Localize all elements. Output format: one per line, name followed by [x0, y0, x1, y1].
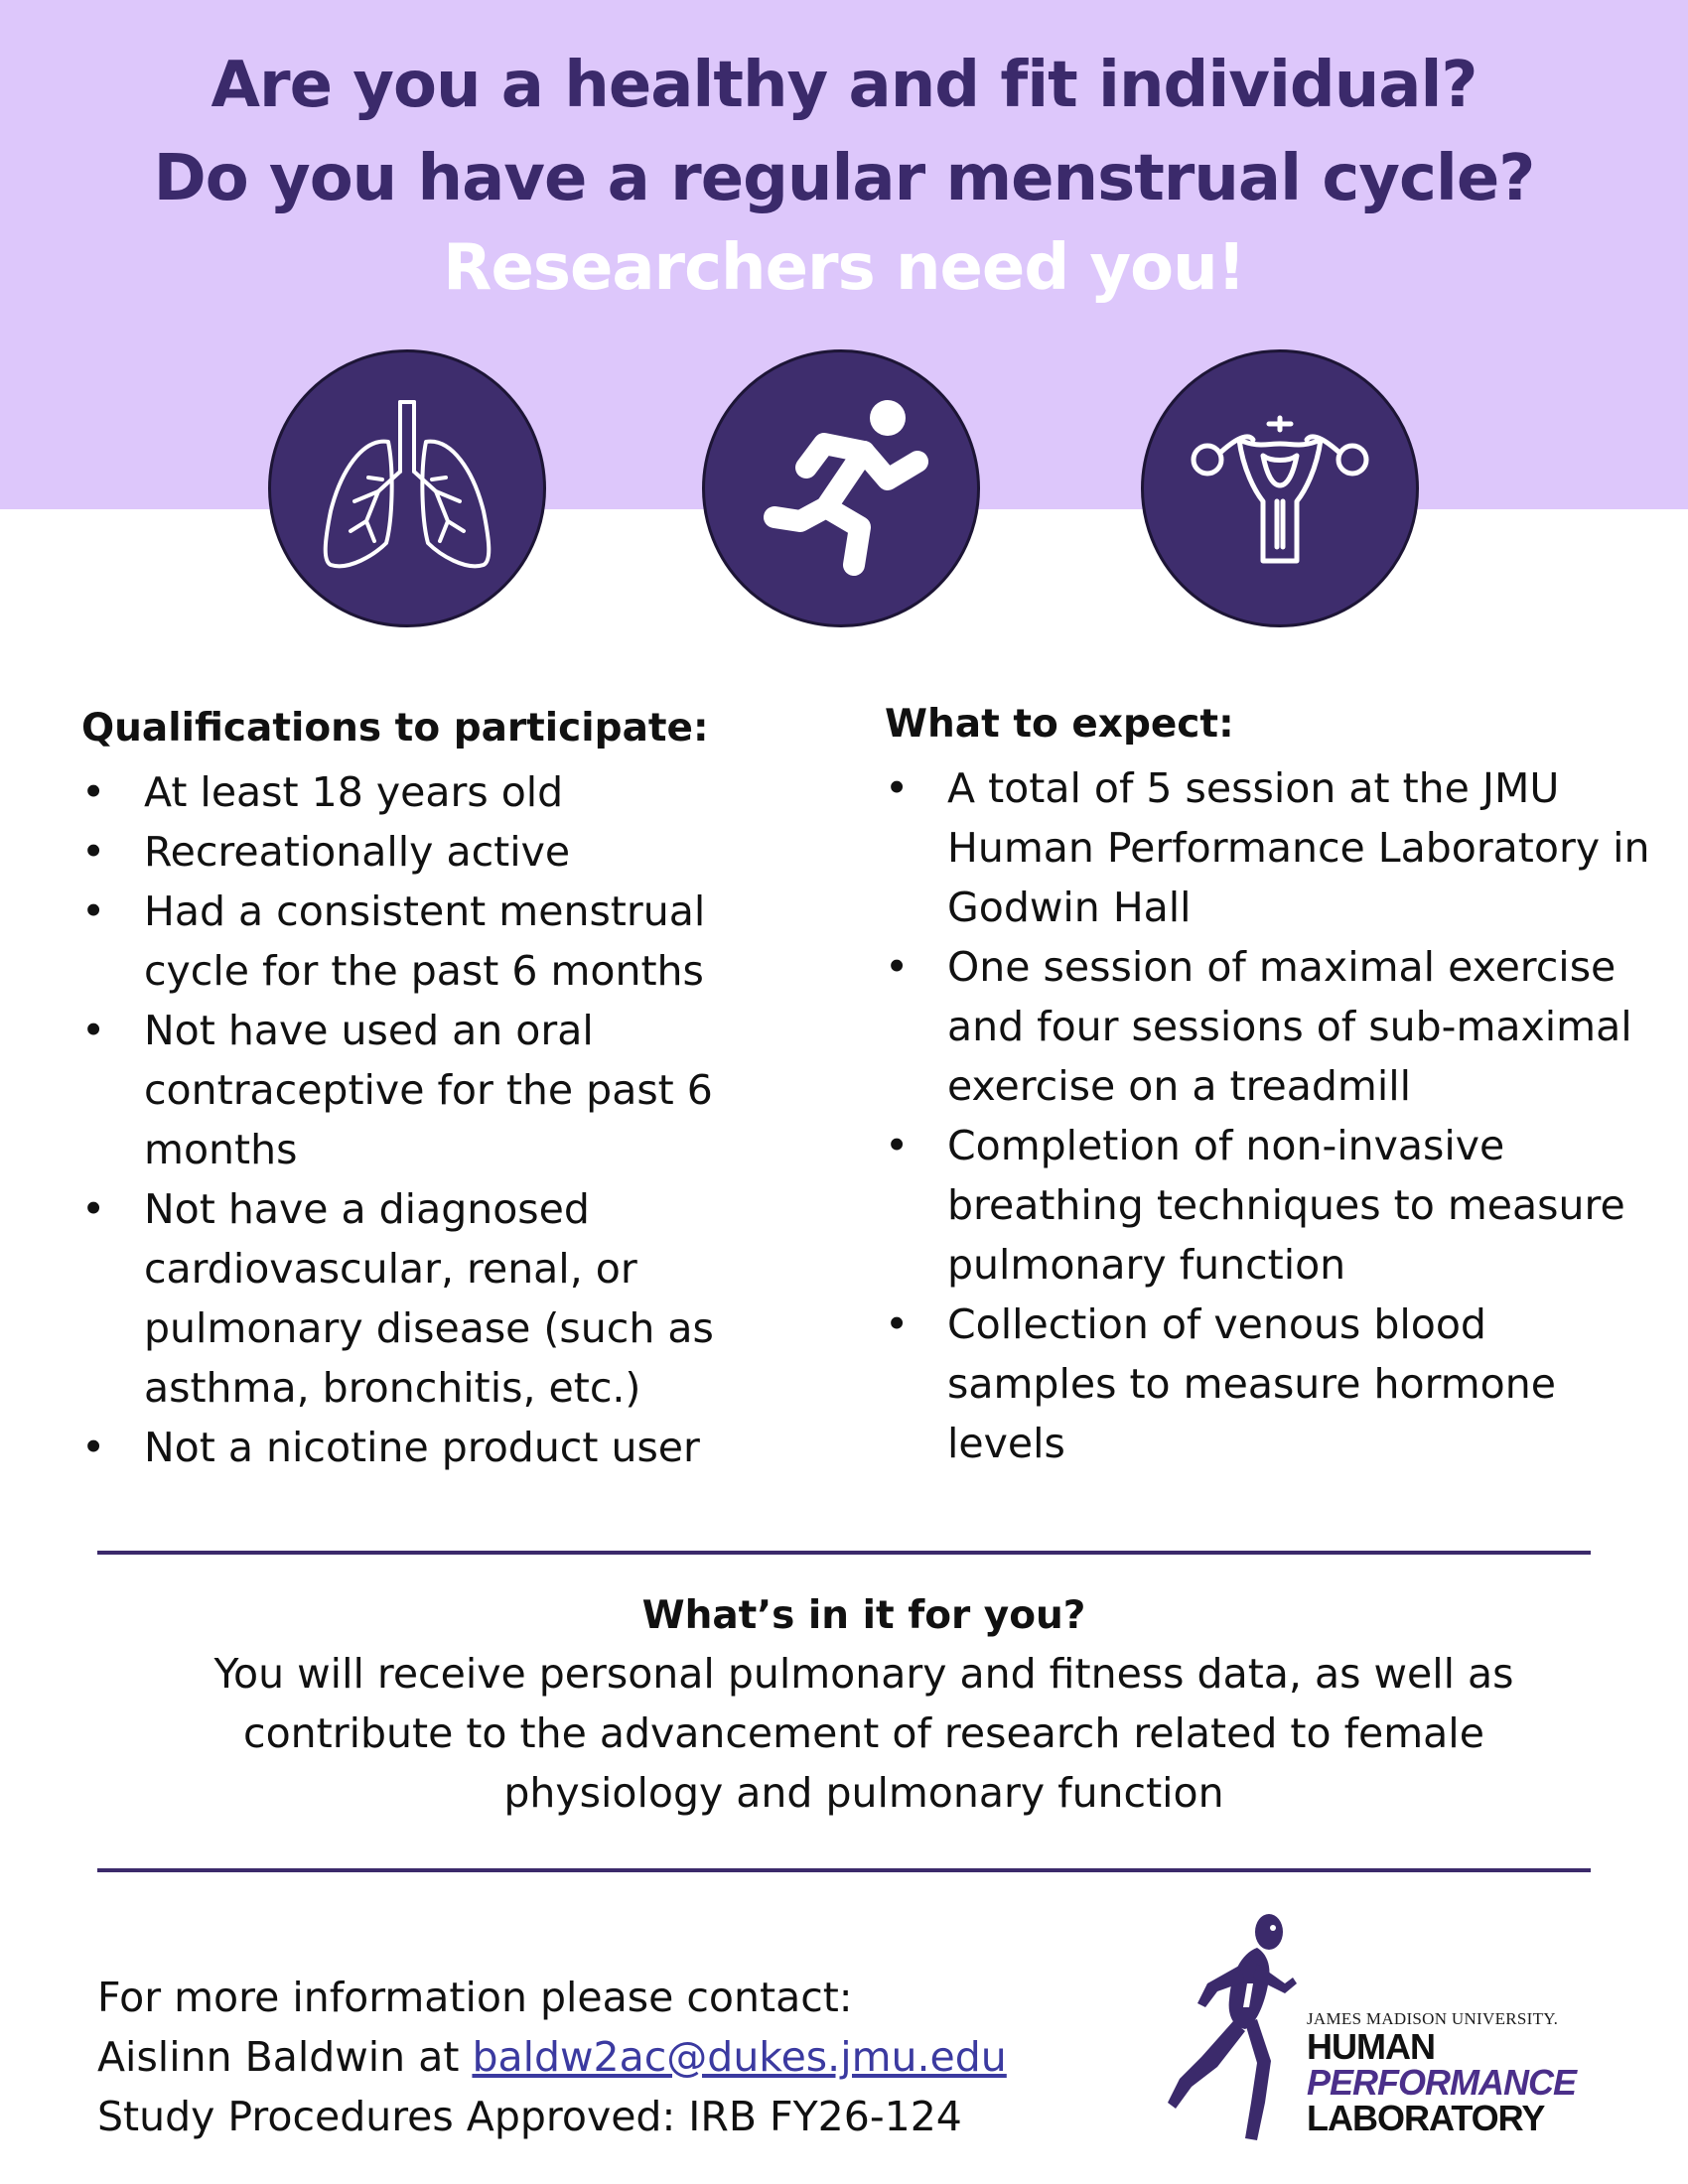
irb-approval: Study Procedures Approved: IRB FY26-124: [97, 2093, 962, 2140]
expect-list: [885, 758, 1659, 1473]
contact-section: [97, 1968, 1090, 2146]
divider-bottom: [97, 1868, 1591, 1872]
divider-top: [97, 1551, 1591, 1555]
uterus-icon: [1144, 352, 1416, 624]
list-item: • Not have a diagnosed cardiovascular, renal, or pulmonary disease (such as asthma, bronchitis, etc.): [81, 1185, 714, 1412]
runner-icon-circle: [702, 349, 980, 627]
contact-name-line: [97, 2027, 1090, 2087]
lungs-icon: [271, 352, 543, 624]
logo-line-laboratory: LABORATORY: [1307, 2098, 1545, 2138]
runner-icon: [705, 352, 977, 624]
hpl-logo: [1162, 1904, 1589, 2152]
list-item: • At least 18 years old: [81, 768, 564, 816]
benefit-section: [149, 1590, 1579, 1823]
list-item: • Not a nicotine product user: [81, 1424, 700, 1471]
list-item: • Collection of venous blood samples to measure hormone levels: [885, 1300, 1556, 1467]
qualifications-list: [81, 762, 776, 1477]
list-item: • A total of 5 session at the JMU Human Performance Laboratory in Godwin Hall: [885, 764, 1650, 931]
expect-title: What to expect:: [885, 702, 1234, 747]
logo-text: [1307, 2009, 1576, 2136]
contact-email-link[interactable]: baldw2ac@dukes.jmu.edu: [472, 2033, 1007, 2081]
lungs-icon-circle: [268, 349, 546, 627]
list-item: • Recreationally active: [81, 828, 571, 876]
headline-question-1: Are you a healthy and fit individual?: [211, 49, 1477, 122]
benefit-title: What’s in it for you?: [641, 1593, 1086, 1638]
runner-mascot-icon: [1162, 1904, 1311, 2152]
qualifications-section: [81, 703, 776, 1477]
headline-question-2: Do you have a regular menstrual cycle?: [153, 142, 1535, 215]
list-item: • One session of maximal exercise and four sessions of sub-maximal exercise on a treadmill: [885, 943, 1632, 1110]
list-item: • Completion of non-invasive breathing techniques to measure pulmonary function: [885, 1122, 1625, 1289]
benefit-text: You will receive personal pulmonary and fitness data, as well as contribute to the advancement of research related to female physiology and pulmonary function: [213, 1650, 1514, 1817]
logo-line-performance: PERFORMANCE: [1307, 2062, 1577, 2103]
qualifications-title: Qualifications to participate:: [81, 706, 709, 751]
contact-name: Aislinn Baldwin at: [97, 2033, 473, 2081]
logo-university: JAMES MADISON UNIVERSITY.: [1307, 2009, 1559, 2028]
logo-line-human: HUMAN: [1307, 2026, 1435, 2067]
headline-call-to-action: Researchers need you!: [443, 231, 1245, 305]
list-item: • Not have used an oral contraceptive for the past 6 months: [81, 1007, 713, 1173]
uterus-icon-circle: [1141, 349, 1419, 627]
list-item: • Had a consistent menstrual cycle for the past 6 months: [81, 887, 706, 995]
expect-section: [885, 699, 1659, 1473]
contact-intro: For more information please contact:: [97, 1974, 853, 2021]
